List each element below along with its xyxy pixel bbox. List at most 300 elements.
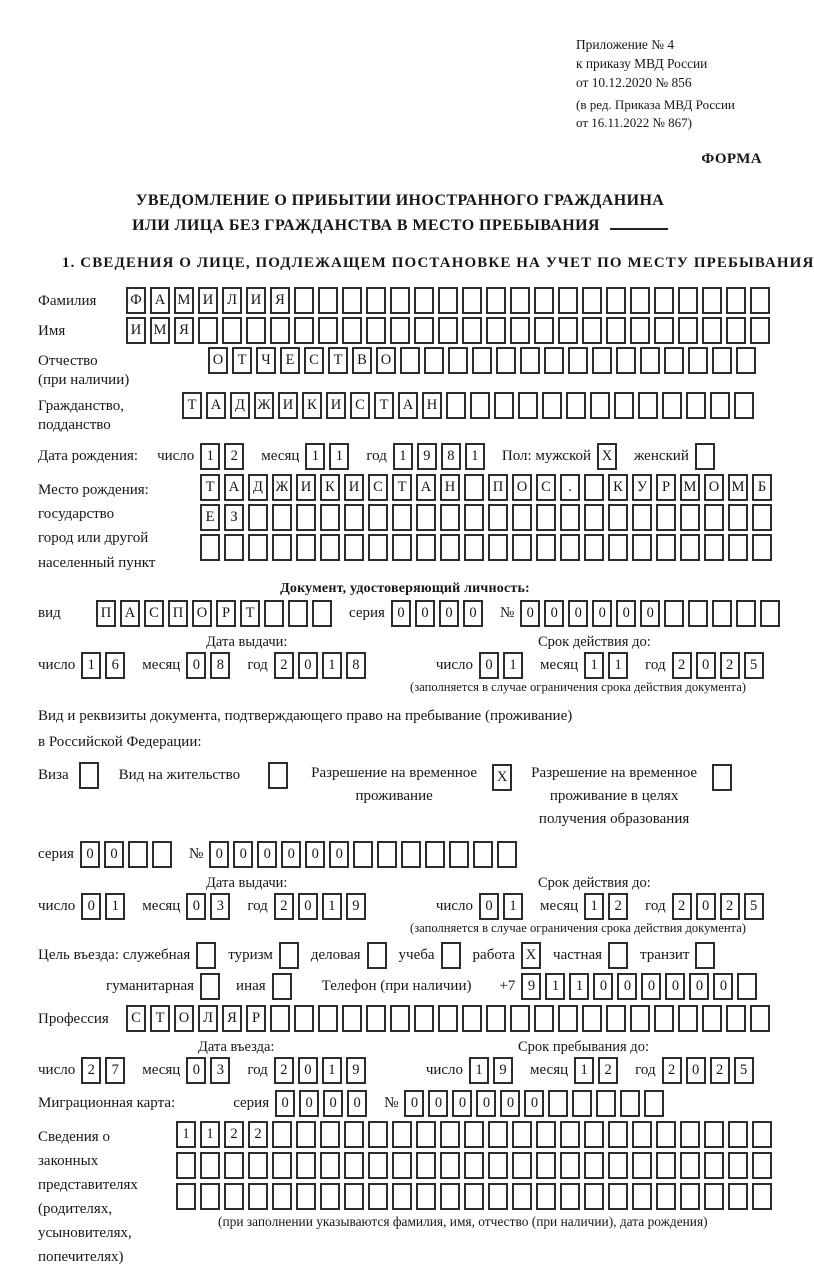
char-cell[interactable]: 1 (322, 893, 342, 920)
char-cell[interactable] (320, 1152, 340, 1179)
char-cell[interactable] (488, 534, 508, 561)
char-cell[interactable] (248, 1152, 268, 1179)
char-cell[interactable]: 0 (275, 1090, 295, 1117)
char-cell[interactable]: 0 (404, 1090, 424, 1117)
char-cell[interactable]: 1 (176, 1121, 196, 1148)
char-cell[interactable] (464, 1121, 484, 1148)
char-cell[interactable]: 0 (500, 1090, 520, 1117)
char-cell[interactable] (560, 534, 580, 561)
char-cell[interactable]: 0 (298, 1057, 318, 1084)
char-cell[interactable]: М (728, 474, 748, 501)
char-cell[interactable]: 1 (503, 652, 523, 679)
char-cell[interactable]: 0 (81, 893, 101, 920)
char-cell[interactable] (470, 392, 490, 419)
char-cell[interactable]: Ж (254, 392, 274, 419)
char-cell[interactable]: 0 (479, 893, 499, 920)
char-cell[interactable] (596, 1090, 616, 1117)
char-cell[interactable] (760, 600, 780, 627)
char-cell[interactable] (608, 534, 628, 561)
char-cell[interactable] (414, 317, 434, 344)
char-cell[interactable]: 1 (81, 652, 101, 679)
char-cell[interactable]: 1 (322, 1057, 342, 1084)
char-cell[interactable] (560, 1152, 580, 1179)
char-cell[interactable]: 9 (346, 893, 366, 920)
char-cell[interactable]: П (96, 600, 116, 627)
char-cell[interactable]: 0 (347, 1090, 367, 1117)
char-cell[interactable]: Д (230, 392, 250, 419)
char-cell[interactable] (486, 287, 506, 314)
char-cell[interactable] (584, 1121, 604, 1148)
char-cell[interactable] (400, 347, 420, 374)
char-cell[interactable]: К (302, 392, 322, 419)
char-cell[interactable] (632, 1183, 652, 1210)
char-cell[interactable] (584, 534, 604, 561)
char-cell[interactable] (654, 287, 674, 314)
char-cell[interactable] (272, 1183, 292, 1210)
char-cell[interactable] (318, 1005, 338, 1032)
char-cell[interactable] (446, 392, 466, 419)
char-cell[interactable] (449, 841, 469, 868)
char-cell[interactable] (488, 504, 508, 531)
char-cell[interactable] (568, 347, 588, 374)
char-cell[interactable]: 6 (105, 652, 125, 679)
char-cell[interactable]: С (144, 600, 164, 627)
char-cell[interactable] (584, 474, 604, 501)
char-cell[interactable]: 1 (469, 1057, 489, 1084)
char-cell[interactable] (392, 1152, 412, 1179)
char-cell[interactable] (654, 317, 674, 344)
char-cell[interactable] (680, 1121, 700, 1148)
char-cell[interactable] (368, 534, 388, 561)
char-cell[interactable]: 0 (415, 600, 435, 627)
char-cell[interactable] (425, 841, 445, 868)
char-cell[interactable] (678, 287, 698, 314)
char-cell[interactable] (512, 1152, 532, 1179)
char-cell[interactable]: 2 (720, 893, 740, 920)
char-cell[interactable] (656, 1152, 676, 1179)
char-cell[interactable]: В (352, 347, 372, 374)
char-cell[interactable] (536, 1121, 556, 1148)
char-cell[interactable] (640, 347, 660, 374)
char-cell[interactable] (198, 317, 218, 344)
char-cell[interactable] (320, 1183, 340, 1210)
char-cell[interactable] (414, 287, 434, 314)
char-cell[interactable] (248, 504, 268, 531)
char-cell[interactable] (534, 317, 554, 344)
char-cell[interactable] (272, 504, 292, 531)
char-cell[interactable]: 2 (710, 1057, 730, 1084)
char-cell[interactable]: 0 (696, 652, 716, 679)
char-cell[interactable]: 0 (391, 600, 411, 627)
char-cell[interactable]: 0 (641, 973, 661, 1000)
char-cell[interactable] (534, 1005, 554, 1032)
char-cell[interactable]: 1 (105, 893, 125, 920)
char-cell[interactable] (704, 1121, 724, 1148)
char-cell[interactable]: 0 (298, 893, 318, 920)
char-cell[interactable]: 2 (672, 652, 692, 679)
char-cell[interactable] (704, 1183, 724, 1210)
char-cell[interactable]: 0 (592, 600, 612, 627)
char-cell[interactable] (416, 1183, 436, 1210)
char-cell[interactable] (734, 392, 754, 419)
char-cell[interactable]: 3 (210, 893, 230, 920)
char-cell[interactable] (704, 534, 724, 561)
char-cell[interactable] (702, 1005, 722, 1032)
char-cell[interactable]: У (632, 474, 652, 501)
char-cell[interactable] (632, 504, 652, 531)
char-cell[interactable] (752, 1152, 772, 1179)
char-cell[interactable]: 2 (248, 1121, 268, 1148)
char-cell[interactable]: 0 (524, 1090, 544, 1117)
char-cell[interactable]: Т (240, 600, 260, 627)
char-cell[interactable] (416, 1121, 436, 1148)
char-cell[interactable]: 0 (299, 1090, 319, 1117)
char-cell[interactable]: Т (200, 474, 220, 501)
char-cell[interactable] (318, 317, 338, 344)
char-cell[interactable]: 1 (465, 443, 485, 470)
char-cell[interactable] (680, 1183, 700, 1210)
char-cell[interactable]: С (304, 347, 324, 374)
char-cell[interactable] (664, 347, 684, 374)
char-cell[interactable] (728, 1183, 748, 1210)
male-checkbox[interactable]: X (597, 443, 617, 470)
char-cell[interactable]: Т (392, 474, 412, 501)
char-cell[interactable] (638, 392, 658, 419)
char-cell[interactable]: 0 (696, 893, 716, 920)
char-cell[interactable] (200, 534, 220, 561)
char-cell[interactable] (448, 347, 468, 374)
char-cell[interactable] (224, 1152, 244, 1179)
char-cell[interactable]: 1 (584, 893, 604, 920)
char-cell[interactable]: И (296, 474, 316, 501)
char-cell[interactable] (584, 1152, 604, 1179)
char-cell[interactable] (176, 1183, 196, 1210)
residence-permit-checkbox[interactable] (268, 762, 288, 789)
char-cell[interactable] (750, 1005, 770, 1032)
char-cell[interactable] (497, 841, 517, 868)
char-cell[interactable] (584, 1183, 604, 1210)
char-cell[interactable]: Б (752, 474, 772, 501)
char-cell[interactable] (342, 1005, 362, 1032)
char-cell[interactable] (752, 534, 772, 561)
char-cell[interactable] (544, 347, 564, 374)
char-cell[interactable] (726, 287, 746, 314)
char-cell[interactable] (726, 1005, 746, 1032)
char-cell[interactable]: 0 (305, 841, 325, 868)
char-cell[interactable] (520, 347, 540, 374)
char-cell[interactable] (366, 287, 386, 314)
char-cell[interactable]: 1 (322, 652, 342, 679)
char-cell[interactable] (320, 504, 340, 531)
char-cell[interactable] (686, 392, 706, 419)
char-cell[interactable] (294, 1005, 314, 1032)
char-cell[interactable]: Д (248, 474, 268, 501)
char-cell[interactable] (688, 600, 708, 627)
char-cell[interactable]: Т (374, 392, 394, 419)
char-cell[interactable] (644, 1090, 664, 1117)
char-cell[interactable]: 0 (479, 652, 499, 679)
char-cell[interactable]: Я (270, 287, 290, 314)
char-cell[interactable] (534, 287, 554, 314)
char-cell[interactable] (512, 1183, 532, 1210)
char-cell[interactable]: М (174, 287, 194, 314)
char-cell[interactable]: 0 (713, 973, 733, 1000)
char-cell[interactable] (464, 474, 484, 501)
char-cell[interactable] (736, 347, 756, 374)
char-cell[interactable] (222, 317, 242, 344)
char-cell[interactable] (728, 534, 748, 561)
char-cell[interactable]: И (278, 392, 298, 419)
char-cell[interactable]: Е (280, 347, 300, 374)
char-cell[interactable] (288, 600, 308, 627)
char-cell[interactable] (128, 841, 148, 868)
char-cell[interactable] (512, 534, 532, 561)
char-cell[interactable] (702, 317, 722, 344)
char-cell[interactable]: 5 (734, 1057, 754, 1084)
char-cell[interactable] (390, 287, 410, 314)
char-cell[interactable]: 2 (720, 652, 740, 679)
char-cell[interactable] (752, 1183, 772, 1210)
char-cell[interactable] (726, 317, 746, 344)
char-cell[interactable] (462, 317, 482, 344)
char-cell[interactable]: 0 (616, 600, 636, 627)
char-cell[interactable] (472, 347, 492, 374)
char-cell[interactable]: 7 (105, 1057, 125, 1084)
char-cell[interactable]: 0 (257, 841, 277, 868)
char-cell[interactable] (366, 317, 386, 344)
char-cell[interactable] (566, 392, 586, 419)
char-cell[interactable] (750, 287, 770, 314)
char-cell[interactable]: Ж (272, 474, 292, 501)
char-cell[interactable] (632, 1152, 652, 1179)
char-cell[interactable] (592, 347, 612, 374)
char-cell[interactable] (296, 1152, 316, 1179)
char-cell[interactable]: 5 (744, 893, 764, 920)
char-cell[interactable] (630, 317, 650, 344)
char-cell[interactable] (614, 392, 634, 419)
char-cell[interactable] (728, 504, 748, 531)
char-cell[interactable]: 0 (186, 1057, 206, 1084)
char-cell[interactable]: 0 (281, 841, 301, 868)
char-cell[interactable]: 0 (593, 973, 613, 1000)
char-cell[interactable] (264, 600, 284, 627)
char-cell[interactable]: Р (216, 600, 236, 627)
char-cell[interactable] (312, 600, 332, 627)
char-cell[interactable] (392, 534, 412, 561)
female-checkbox[interactable] (695, 443, 715, 470)
char-cell[interactable] (296, 534, 316, 561)
char-cell[interactable]: 2 (662, 1057, 682, 1084)
char-cell[interactable] (494, 392, 514, 419)
char-cell[interactable]: 0 (689, 973, 709, 1000)
char-cell[interactable]: 8 (346, 652, 366, 679)
char-cell[interactable] (296, 1121, 316, 1148)
char-cell[interactable] (392, 1183, 412, 1210)
char-cell[interactable]: 0 (80, 841, 100, 868)
visa-checkbox[interactable] (79, 762, 99, 789)
char-cell[interactable] (632, 534, 652, 561)
char-cell[interactable]: А (150, 287, 170, 314)
char-cell[interactable] (416, 1152, 436, 1179)
char-cell[interactable] (548, 1090, 568, 1117)
char-cell[interactable] (248, 534, 268, 561)
char-cell[interactable] (246, 317, 266, 344)
humanitarian-checkbox[interactable] (200, 973, 220, 1000)
char-cell[interactable] (510, 1005, 530, 1032)
char-cell[interactable]: 2 (672, 893, 692, 920)
char-cell[interactable] (416, 504, 436, 531)
char-cell[interactable] (353, 841, 373, 868)
char-cell[interactable]: 0 (686, 1057, 706, 1084)
char-cell[interactable]: 9 (521, 973, 541, 1000)
char-cell[interactable] (656, 1121, 676, 1148)
char-cell[interactable]: Т (182, 392, 202, 419)
business-checkbox[interactable] (367, 942, 387, 969)
char-cell[interactable]: С (536, 474, 556, 501)
char-cell[interactable] (608, 1152, 628, 1179)
char-cell[interactable] (342, 287, 362, 314)
char-cell[interactable] (462, 1005, 482, 1032)
char-cell[interactable]: О (208, 347, 228, 374)
char-cell[interactable] (176, 1152, 196, 1179)
char-cell[interactable] (737, 973, 757, 1000)
char-cell[interactable]: 0 (209, 841, 229, 868)
char-cell[interactable] (656, 534, 676, 561)
char-cell[interactable] (702, 287, 722, 314)
char-cell[interactable] (344, 1121, 364, 1148)
char-cell[interactable]: И (198, 287, 218, 314)
char-cell[interactable] (392, 504, 412, 531)
char-cell[interactable] (438, 287, 458, 314)
char-cell[interactable]: П (488, 474, 508, 501)
char-cell[interactable] (536, 1183, 556, 1210)
char-cell[interactable] (390, 317, 410, 344)
char-cell[interactable]: 2 (224, 443, 244, 470)
char-cell[interactable]: 1 (574, 1057, 594, 1084)
char-cell[interactable]: 9 (417, 443, 437, 470)
char-cell[interactable]: М (150, 317, 170, 344)
char-cell[interactable] (630, 287, 650, 314)
char-cell[interactable]: 0 (520, 600, 540, 627)
char-cell[interactable] (392, 1121, 412, 1148)
char-cell[interactable] (368, 1183, 388, 1210)
char-cell[interactable] (590, 392, 610, 419)
char-cell[interactable] (464, 534, 484, 561)
char-cell[interactable]: 0 (323, 1090, 343, 1117)
char-cell[interactable]: 0 (439, 600, 459, 627)
char-cell[interactable] (342, 317, 362, 344)
char-cell[interactable]: 0 (104, 841, 124, 868)
char-cell[interactable] (488, 1183, 508, 1210)
char-cell[interactable] (518, 392, 538, 419)
char-cell[interactable] (414, 1005, 434, 1032)
char-cell[interactable] (712, 347, 732, 374)
char-cell[interactable] (704, 1152, 724, 1179)
char-cell[interactable]: С (350, 392, 370, 419)
char-cell[interactable] (496, 347, 516, 374)
char-cell[interactable] (712, 600, 732, 627)
char-cell[interactable]: 1 (393, 443, 413, 470)
char-cell[interactable] (752, 504, 772, 531)
char-cell[interactable]: С (126, 1005, 146, 1032)
char-cell[interactable] (656, 504, 676, 531)
char-cell[interactable]: Н (422, 392, 442, 419)
char-cell[interactable]: З (224, 504, 244, 531)
char-cell[interactable] (272, 1152, 292, 1179)
char-cell[interactable]: 0 (298, 652, 318, 679)
char-cell[interactable]: 9 (493, 1057, 513, 1084)
char-cell[interactable]: 1 (608, 652, 628, 679)
char-cell[interactable]: Н (440, 474, 460, 501)
char-cell[interactable]: 0 (186, 893, 206, 920)
char-cell[interactable]: 1 (584, 652, 604, 679)
char-cell[interactable] (572, 1090, 592, 1117)
char-cell[interactable]: 1 (545, 973, 565, 1000)
char-cell[interactable] (224, 1183, 244, 1210)
char-cell[interactable] (270, 317, 290, 344)
char-cell[interactable] (464, 1152, 484, 1179)
char-cell[interactable] (606, 1005, 626, 1032)
char-cell[interactable]: К (608, 474, 628, 501)
char-cell[interactable] (296, 504, 316, 531)
char-cell[interactable] (680, 504, 700, 531)
char-cell[interactable] (582, 287, 602, 314)
char-cell[interactable]: Т (150, 1005, 170, 1032)
char-cell[interactable]: О (512, 474, 532, 501)
char-cell[interactable] (512, 1121, 532, 1148)
study-checkbox[interactable] (441, 942, 461, 969)
char-cell[interactable] (560, 504, 580, 531)
char-cell[interactable] (377, 841, 397, 868)
char-cell[interactable] (510, 287, 530, 314)
char-cell[interactable]: 2 (274, 893, 294, 920)
char-cell[interactable] (678, 1005, 698, 1032)
char-cell[interactable] (270, 1005, 290, 1032)
char-cell[interactable] (200, 1183, 220, 1210)
char-cell[interactable]: 2 (81, 1057, 101, 1084)
char-cell[interactable]: 8 (441, 443, 461, 470)
char-cell[interactable] (606, 317, 626, 344)
char-cell[interactable]: 0 (476, 1090, 496, 1117)
char-cell[interactable]: 0 (428, 1090, 448, 1117)
char-cell[interactable] (512, 504, 532, 531)
char-cell[interactable] (272, 534, 292, 561)
char-cell[interactable] (366, 1005, 386, 1032)
char-cell[interactable]: 1 (305, 443, 325, 470)
char-cell[interactable] (582, 317, 602, 344)
char-cell[interactable]: . (560, 474, 580, 501)
char-cell[interactable] (438, 1005, 458, 1032)
char-cell[interactable] (424, 347, 444, 374)
char-cell[interactable]: 3 (210, 1057, 230, 1084)
char-cell[interactable]: 0 (544, 600, 564, 627)
char-cell[interactable] (536, 504, 556, 531)
char-cell[interactable] (560, 1183, 580, 1210)
char-cell[interactable] (368, 1121, 388, 1148)
char-cell[interactable]: О (704, 474, 724, 501)
char-cell[interactable]: 1 (200, 443, 220, 470)
char-cell[interactable]: Л (198, 1005, 218, 1032)
char-cell[interactable] (200, 1152, 220, 1179)
char-cell[interactable] (473, 841, 493, 868)
char-cell[interactable] (584, 504, 604, 531)
char-cell[interactable] (486, 1005, 506, 1032)
char-cell[interactable]: 5 (744, 652, 764, 679)
char-cell[interactable] (344, 504, 364, 531)
char-cell[interactable]: О (174, 1005, 194, 1032)
char-cell[interactable]: 1 (200, 1121, 220, 1148)
char-cell[interactable]: 2 (224, 1121, 244, 1148)
